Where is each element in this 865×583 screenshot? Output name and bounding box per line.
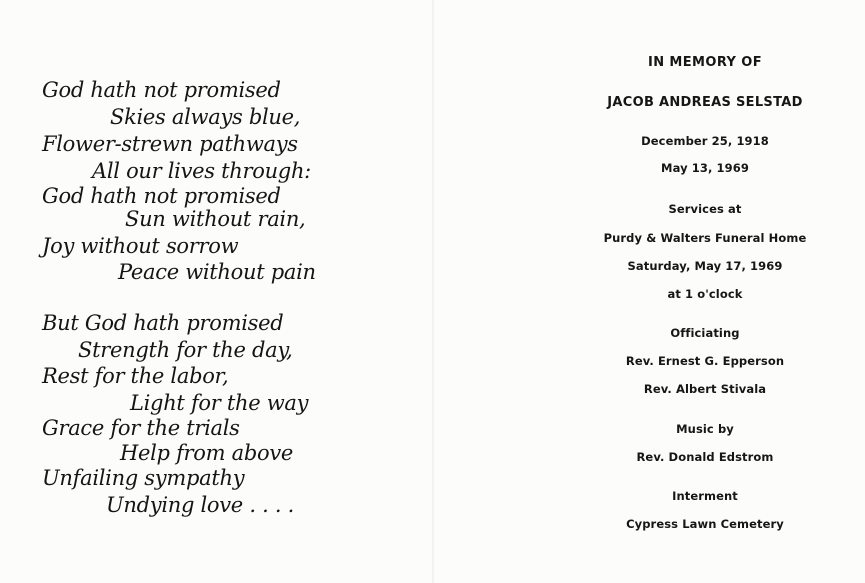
poem-line: Rest for the labor, [42,364,229,388]
birth-date: December 25, 1918 [641,134,769,148]
poem-line: All our lives through: [92,159,311,183]
poem-line: Skies always blue, [110,105,301,129]
poem-line: But God hath promised [42,311,284,335]
deceased-name: JACOB ANDREAS SELSTAD [607,95,803,110]
poem-line: Flower-strewn pathways [42,132,298,156]
poem-line: Sun without rain, [125,207,306,231]
poem-line: God hath not promised [42,184,281,208]
poem-line: God hath not promised [42,78,281,102]
services-time: at 1 o'clock [667,287,743,301]
services-date: Saturday, May 17, 1969 [627,259,783,273]
officiating-label: Officiating [670,326,740,340]
memorial-heading: IN MEMORY OF [647,55,763,70]
services-place: Purdy & Walters Funeral Home [603,231,807,245]
poem-line: Help from above [120,441,294,465]
officiant-name: Rev. Ernest G. Epperson [625,354,785,368]
interment-label: Interment [672,489,738,503]
poem-line: Light for the way [130,391,309,415]
fold-crease [432,0,434,583]
poem-panel [0,0,432,583]
memorial-details [560,0,850,583]
music-by-name: Rev. Donald Edstrom [636,450,774,464]
death-date: May 13, 1969 [661,161,749,175]
interment-place: Cypress Lawn Cemetery [626,517,784,531]
music-label: Music by [676,422,734,436]
officiant-name: Rev. Albert Stivala [643,382,767,396]
poem-line: Strength for the day, [78,338,293,362]
poem-line: Peace without pain [118,260,316,284]
poem-line: Unfailing sympathy [42,466,245,490]
poem-line: Joy without sorrow [42,234,239,258]
poem-line: Grace for the trials [42,416,240,440]
poem-line: Undying love . . . . [106,493,294,517]
services-label: Services at [668,202,742,216]
